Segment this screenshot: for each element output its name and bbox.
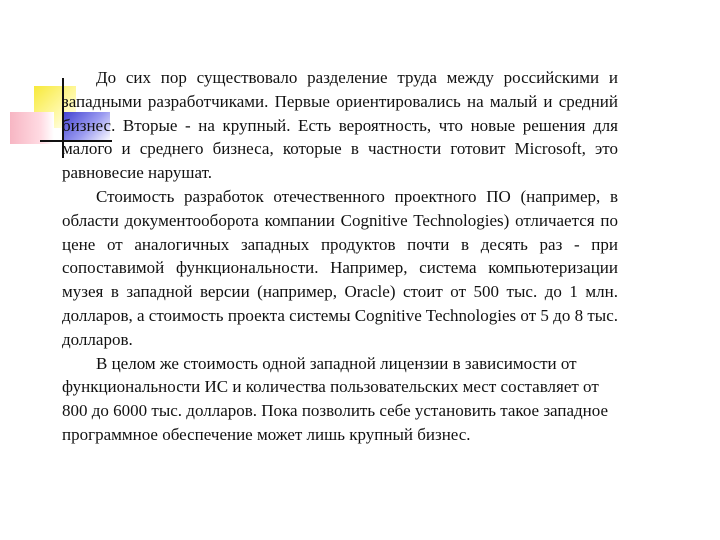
text-body: [62, 66, 618, 447]
paragraph-license-cost: В целом же стоимость одной западной лицензии в зависимости от функциональности ИС и количества пользовательских мест составляет от 800 до 6000 тыс. долларов. Пока позволить себе установить такое западное программное обеспечение может лишь крупный бизнес.: [62, 353, 609, 444]
paragraph-division-of-labor: До сих пор существовало разделение труда между российскими и западными разработчиками. Первые ориентировались на малый и средний бизнес. Вторые - на крупный. Есть вероятность, что новые решения для малого и среднего бизнеса, которые в частности готовит Microsoft, это равновесие нарушат.: [62, 68, 618, 183]
paragraph-development-cost: Стоимость разработок отечественного проектного ПО (например, в области документооборота компании Cognitive Technologies) отличается по цене от аналогичных западных продуктов почти в десять раз - при сопоставимой функциональности. Например, система компьютеризации музея в западной версии (например, Oracle) стоит от 500 тыс. до 1 млн. долларов, а стоимость проекта системы Cognitive Technologies от 5 до 8 тыс. долларов.: [62, 186, 618, 349]
